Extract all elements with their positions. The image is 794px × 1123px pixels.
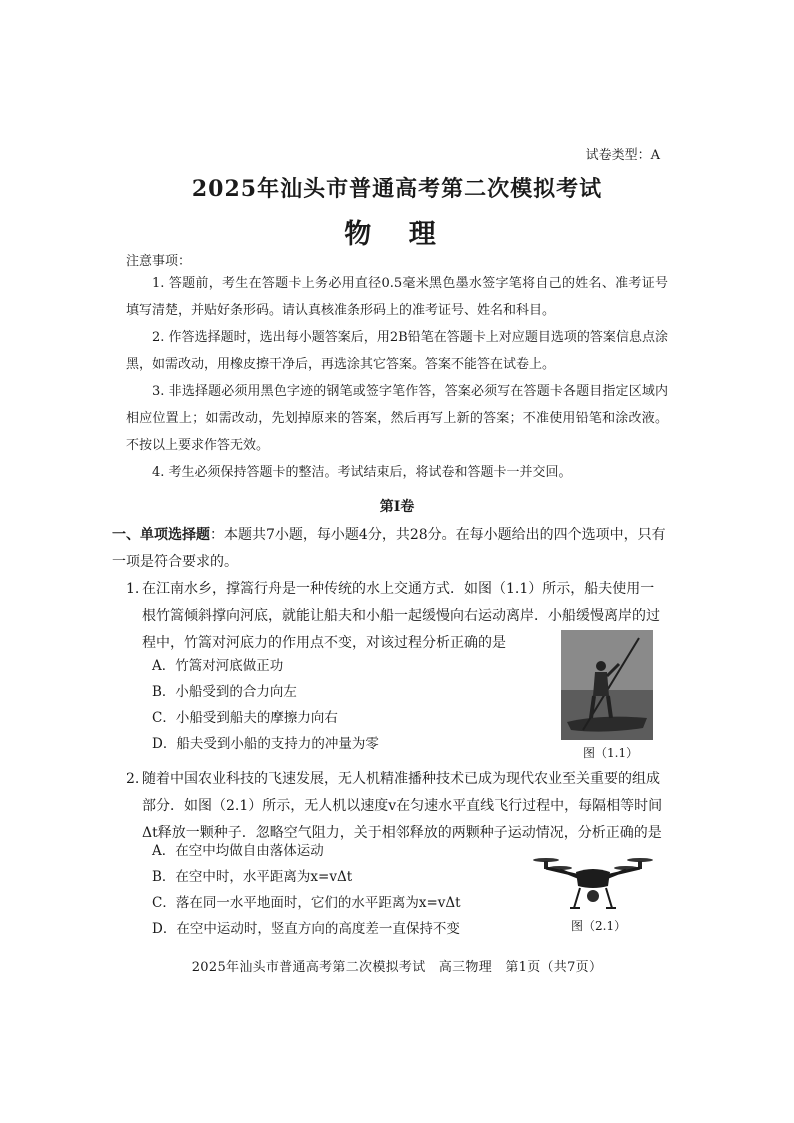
note-item-3: 3. 非选择题必须用黑色字迹的钢笔或签字笔作答，答案必须写在答题卡各题目指定区域内相应位置上；如需改动，先划掉原来的答案，然后再写上新的答案；不准使用铅笔和涂改液。不按以上要求作答无效。 bbox=[126, 384, 668, 453]
question-stem: 在江南水乡，撑篙行舟是一种传统的水上交通方式．如图（1.1）所示，船夫使用一根竹篙倾斜撑向河底，就能让船夫和小船一起缓慢向右运动离岸．小船缓慢离岸的过程中，竹篙对河底力的作用点不变，对该过程分析正确的是 bbox=[142, 581, 660, 651]
page-footer: 2025年汕头市普通高考第二次模拟考试 高三物理 第1页（共7页） bbox=[191, 960, 603, 975]
exam-title: 2025年汕头市普通高考第二次模拟考试 bbox=[191, 176, 603, 202]
section-label: 一、单项选择题 bbox=[112, 527, 210, 543]
q1-option-d: D．船夫受到小船的支持力的冲量为零 bbox=[152, 736, 379, 752]
note-item-2: 2. 作答选择题时，选出每小题答案后，用2B铅笔在答题卡上对应题目选项的答案信息点涂黑，如需改动，用橡皮擦干净后，再选涂其它答案。答案不能答在试卷上。 bbox=[126, 330, 668, 372]
q2-option-d: D．在空中运动时，竖直方向的高度差一直保持不变 bbox=[152, 921, 460, 937]
section-heading bbox=[112, 522, 678, 576]
boatman-photo bbox=[561, 630, 653, 740]
note-item-4: 4. 考生必须保持答题卡的整洁。考试结束后，将试卷和答题卡一并交回。 bbox=[152, 465, 572, 480]
question-stem: 随着中国农业科技的飞速发展，无人机精准播种技术已成为现代农业至关重要的组成部分．如图（2.1）所示，无人机以速度v在匀速水平直线飞行过程中，每隔相等时间Δt释放一颗种子．忽略空气阻力，关于相邻释放的两颗种子运动情况，分析正确的是 bbox=[142, 771, 663, 841]
q2-option-a: A．在空中均做自由落体运动 bbox=[152, 843, 324, 859]
drone-image bbox=[532, 852, 654, 916]
figure-1-1-caption: 图（1.1） bbox=[583, 746, 639, 760]
question-2 bbox=[126, 766, 668, 847]
volume-heading: 第Ⅰ卷 bbox=[379, 499, 415, 515]
exam-type: 试卷类型：A bbox=[585, 148, 660, 163]
q1-option-c: C．小船受到船夫的摩擦力向右 bbox=[152, 710, 338, 726]
note-item-1: 1. 答题前，考生在答题卡上务必用直径0.5毫米黑色墨水签字笔将自己的姓名、准考证号填写清楚，并贴好条形码。请认真核准条形码上的准考证号、姓名和科目。 bbox=[126, 276, 668, 318]
q1-option-a: A．竹篙对河底做正功 bbox=[152, 658, 284, 674]
notes-heading: 注意事项： bbox=[126, 254, 192, 269]
q1-option-b: B．小船受到的合力向左 bbox=[152, 684, 297, 700]
section-instructions: ：本题共7小题，每小题4分，共28分。在每小题给出的四个选项中，只有一项是符合要求的。 bbox=[112, 527, 666, 570]
q2-option-b: B．在空中时，水平距离为x=vΔt bbox=[152, 869, 353, 885]
question-number: 1. bbox=[126, 581, 140, 597]
question-number: 2. bbox=[126, 771, 140, 787]
figure-2-1-caption: 图（2.1） bbox=[571, 919, 627, 933]
subject-title: 物 理 bbox=[344, 219, 450, 250]
q2-option-c: C．落在同一水平地面时，它们的水平距离为x=vΔt bbox=[152, 895, 461, 911]
